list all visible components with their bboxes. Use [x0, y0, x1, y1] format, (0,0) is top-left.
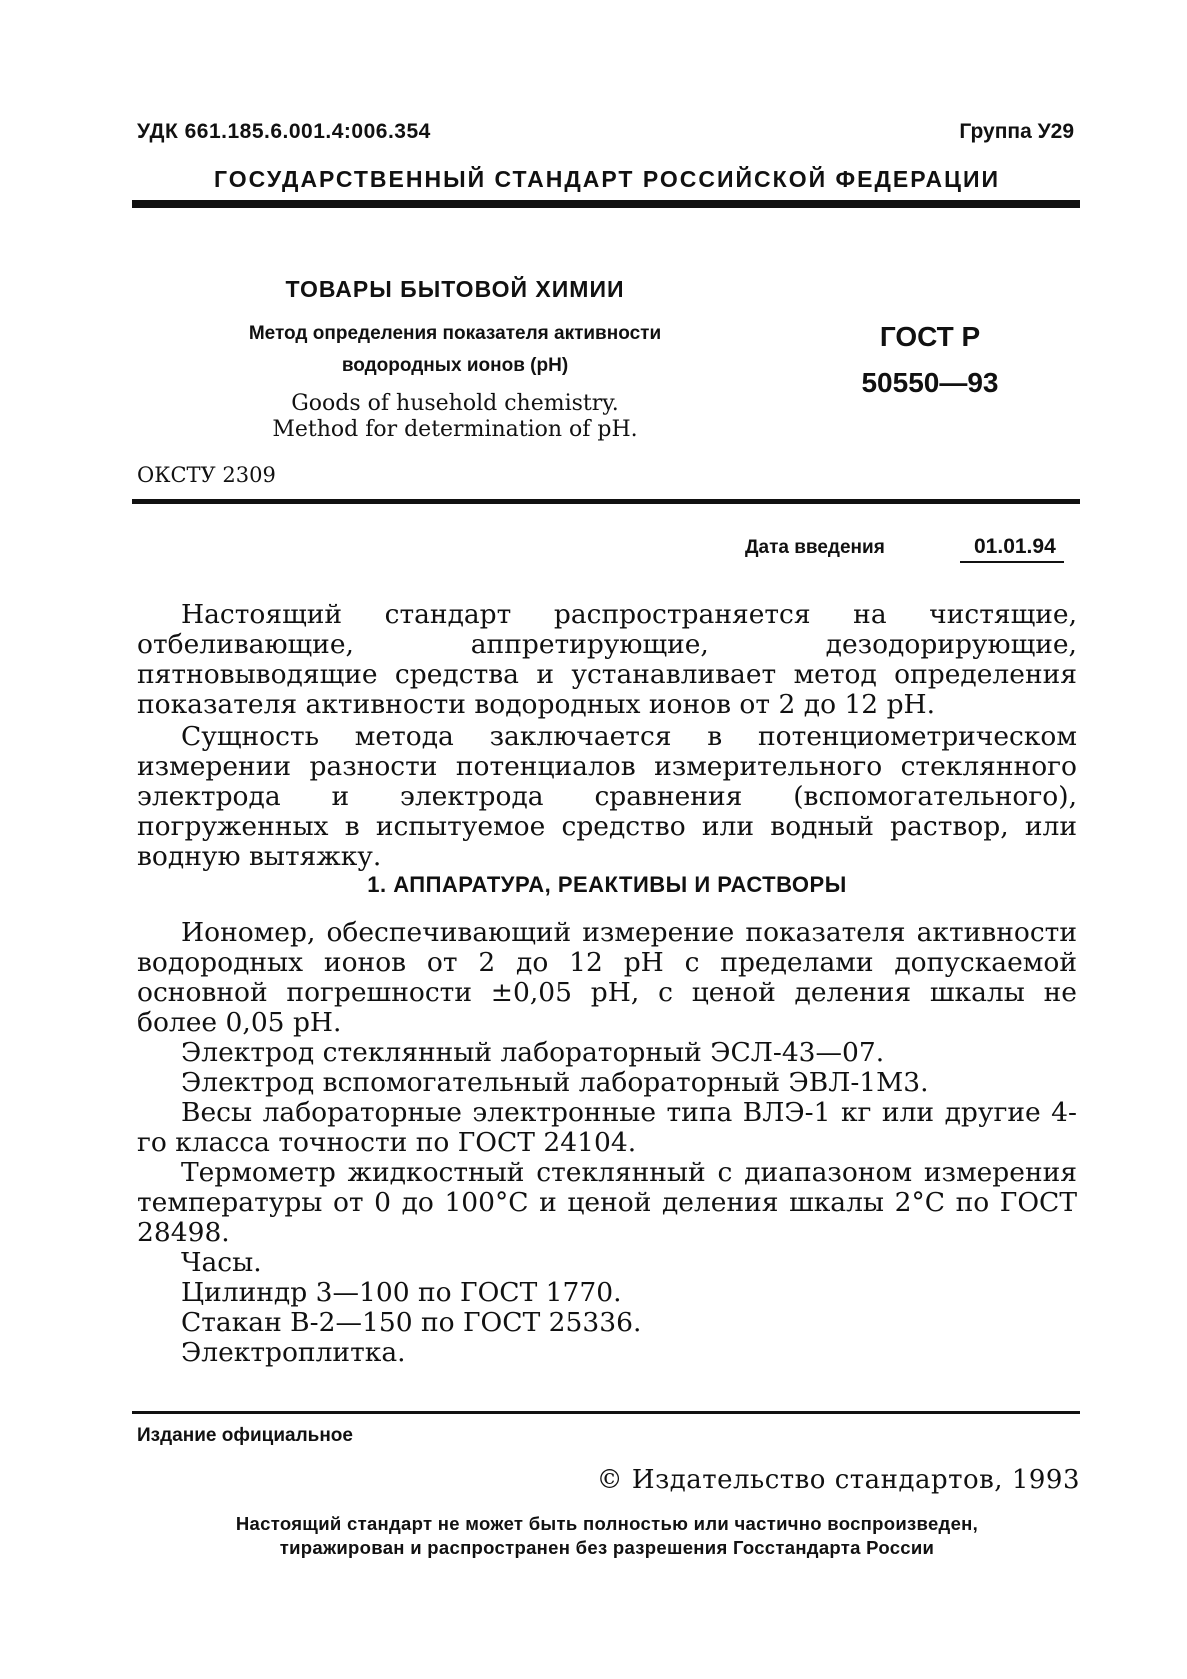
list-item: Цилиндр 3—100 по ГОСТ 1770. — [181, 1277, 622, 1308]
section-heading: 1. АППАРАТУРА, РЕАКТИВЫ И РАСТВОРЫ — [367, 872, 847, 897]
udk-code: УДК 661.185.6.001.4:006.354 — [137, 120, 431, 143]
document-title: ТОВАРЫ БЫТОВОЙ ХИМИИ — [285, 276, 625, 302]
document-subtitle — [180, 318, 730, 382]
notice-line-2: тиражирован и распространен без разрешения Госстандарта России — [279, 1537, 935, 1558]
designation-line-2: 50550—93 — [861, 367, 999, 398]
paragraph-2: Сущность метода заключается в потенциометрическом измерении разности потенциалов измерительного стеклянного электрода и электрода сравнения (вспомогательного), погруженных в испытуемое средство или водный раствор, или водную вытяжку. — [137, 721, 1077, 872]
english-title — [180, 391, 730, 443]
list-item: Весы лабораторные электронные типа ВЛЭ-1 кг или другие 4-го класса точности по ГОСТ 24104. — [137, 1097, 1077, 1158]
scope-paragraph — [137, 600, 1077, 720]
reproduction-notice — [137, 1512, 1077, 1560]
paragraph-1: Настоящий стандарт распространяется на чистящие, отбеливающие, аппретирующие, дезодорирующие, пятновыводящие средства и устанавливает метод определения показателя активности водородных ионов от 2 до 12 pH. — [137, 599, 1077, 720]
intro-date-label: Дата введения — [745, 537, 885, 558]
state-standard-heading: ГОСУДАРСТВЕННЫЙ СТАНДАРТ РОССИЙСКОЙ ФЕДЕРАЦИИ — [213, 166, 1001, 192]
notice-line-1: Настоящий стандарт не может быть полностью или частично воспроизведен, — [235, 1513, 979, 1534]
intro-date-value: 01.01.94 — [960, 535, 1064, 563]
list-item: Электрод вспомогательный лабораторный ЭВЛ-1М3. — [181, 1067, 929, 1098]
standard-designation — [840, 314, 1020, 406]
list-item: Электрод стеклянный лабораторный ЭСЛ-43—07. — [181, 1037, 885, 1068]
equipment-list — [137, 1038, 1077, 1368]
list-item: Часы. — [181, 1247, 262, 1278]
subtitle-line-1: Метод определения показателя активности — [248, 323, 662, 344]
english-title-line-1: Goods of husehold chemistry. — [291, 391, 619, 416]
okstu-code: ОКСТУ 2309 — [137, 463, 276, 487]
designation-line-1: ГОСТ Р — [879, 321, 981, 352]
top-divider — [132, 200, 1080, 208]
list-item: Термометр жидкостный стеклянный с диапазоном измерения температуры от 0 до 100°С и ценой деления шкалы 2°С по ГОСТ 28498. — [137, 1157, 1077, 1248]
copyright-notice: © Издательство стандартов, 1993 — [596, 1465, 1080, 1495]
list-item: Электроплитка. — [181, 1337, 406, 1368]
ionomer-paragraph — [137, 918, 1077, 1038]
method-paragraph — [137, 722, 1077, 872]
ionomer-text: Иономер, обеспечивающий измерение показателя активности водородных ионов от 2 до 12 pH с пределами допускаемой основной погрешности ±0,05 pH, с ценой деления шкалы не более 0,05 pH. — [137, 917, 1077, 1038]
middle-divider — [132, 499, 1080, 504]
english-title-line-2: Method for determination of pH. — [272, 417, 638, 442]
group-code: Группа У29 — [959, 120, 1074, 143]
official-edition-label: Издание официальное — [137, 1425, 353, 1446]
subtitle-line-2: водородных ионов (pH) — [341, 355, 569, 376]
footer-divider — [132, 1411, 1080, 1414]
list-item: Стакан В-2—150 по ГОСТ 25336. — [181, 1307, 642, 1338]
